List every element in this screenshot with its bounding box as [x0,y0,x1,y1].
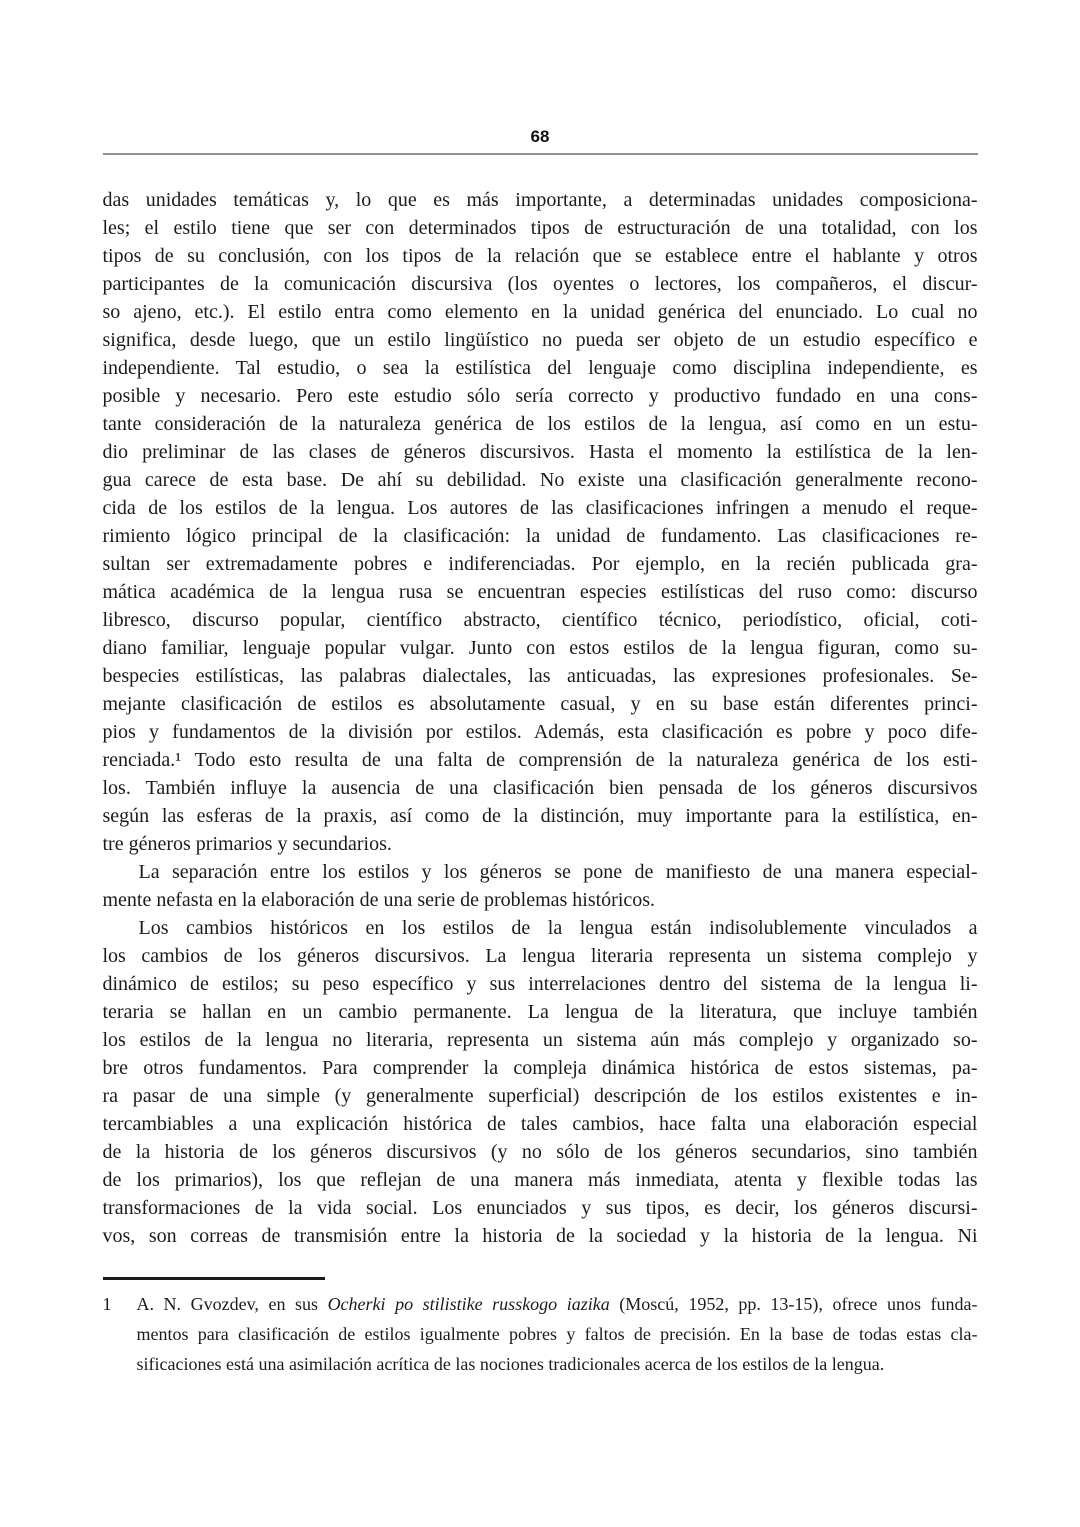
text-line: sultan ser extremadamente pobres e indiferenciadas. Por ejemplo, en la recién publicada gra- [102,553,978,575]
text-line: tercambiables a una explicación histórica de tales cambios, hace falta una elaboración especial [102,1113,978,1135]
text-line: renciada.¹ Todo esto resulta de una falta de comprensión de la naturaleza genérica de los esti- [102,749,978,771]
footnote-text-segment: (Moscú, 1952, pp. 13-15), ofrece unos funda- [609,1294,978,1314]
footnote-number: 1 [102,1294,112,1314]
paragraph [103,186,978,858]
text-line: mática académica de la lengua rusa se encuentran especies estilísticas del ruso como: discurso [102,581,978,603]
text-line: ra pasar de una simple (y generalmente superficial) descripción de los estilos existentes e in- [102,1085,978,1107]
text-line: gua carece de esta base. De ahí su debilidad. No existe una clasificación generalmente recono- [102,469,978,491]
header-rule [103,153,978,155]
text-line: bre otros fundamentos. Para comprender la compleja dinámica histórica de estos sistemas, pa- [102,1057,978,1079]
text-line: según las esferas de la praxis, así como de la distinción, muy importante para la estilística, en- [102,805,978,827]
text-line: Los cambios históricos en los estilos de la lengua están indisolublemente vinculados a [138,917,978,939]
paragraph [103,858,978,914]
text-line: bespecies estilísticas, las palabras dialectales, las anticuadas, las expresiones profesionales. Se- [102,665,978,687]
page-header [103,126,978,155]
footnote-text-segment: mentos para clasificación de estilos igualmente pobres y faltos de precisión. En la base de todas estas cla- [136,1324,978,1344]
footnote-lines [137,1289,978,1379]
text-line: transformaciones de la vida social. Los enunciados y sus tipos, es decir, los géneros discursi- [102,1197,978,1219]
page-number: 68 [530,127,550,146]
text-line: das unidades temáticas y, lo que es más importante, a determinadas unidades composiciona- [102,189,978,211]
text-line: dinámico de estilos; su peso específico y sus interrelaciones dentro del sistema de la lengua li- [102,973,978,995]
page-content [103,0,978,1379]
footnote-book-title: Ocherki po stilistike russkogo iazika [327,1294,610,1314]
text-line: La separación entre los estilos y los géneros se pone de manifiesto de una manera especial- [138,861,978,883]
text-line: independiente. Tal estudio, o sea la estilística del lenguaje como disciplina independiente, es [102,357,978,379]
text-line: teraria se hallan en un cambio permanente. La lengua de la literatura, que incluye también [102,1001,978,1023]
text-line: participantes de la comunicación discursiva (los oyentes o lectores, los compañeros, el discur- [102,273,978,295]
text-line: dio preliminar de las clases de géneros discursivos. Hasta el momento la estilística de la len- [102,441,978,463]
text-line: mejante clasificación de estilos es absolutamente casual, y en su base están diferentes princi- [102,693,978,715]
paragraph [103,914,978,1250]
text-line: significa, desde luego, que un estilo lingüístico no pueda ser objeto de un estudio específico e [102,329,978,351]
body-text [103,186,978,1250]
footnote-line [137,1319,978,1349]
text-line: los cambios de los géneros discursivos. La lengua literaria representa un sistema complejo y [102,945,978,967]
text-line: tipos de su conclusión, con los tipos de la relación que se establece entre el hablante y otros [102,245,978,267]
text-line: rimiento lógico principal de la clasificación: la unidad de fundamento. Las clasificaciones re- [102,525,978,547]
text-line: diano familiar, lenguaje popular vulgar. Junto con estos estilos de la lengua figuran, como su- [102,637,978,659]
text-line: vos, son correas de transmisión entre la historia de la sociedad y la historia de la lengua. Ni [102,1225,978,1247]
text-line: los. También influye la ausencia de una clasificación bien pensada de los géneros discursivos [102,777,978,799]
footnote-text-segment: sificaciones está una asimilación acrítica de las nociones tradicionales acerca de los estilos de la lengua. [136,1354,885,1374]
text-line: posible y necesario. Pero este estudio sólo sería correcto y productivo fundado en una cons- [102,385,978,407]
footnote-rule [103,1277,325,1280]
text-line: mente nefasta en la elaboración de una serie de problemas históricos. [102,889,656,911]
text-line: tre géneros primarios y secundarios. [102,833,392,855]
footnote-body [103,1289,978,1379]
text-line: de los primarios), los que reflejan de una manera más inmediata, atenta y flexible todas las [102,1169,978,1191]
text-line: de la historia de los géneros discursivos (y no sólo de los géneros secundarios, sino también [102,1141,978,1163]
text-line: so ajeno, etc.). El estilo entra como elemento en la unidad genérica del enunciado. Lo cual no [102,301,978,323]
text-line: pios y fundamentos de la división por estilos. Además, esta clasificación es pobre y poco dife- [102,721,978,743]
footnote-section [103,1277,978,1379]
text-line: libresco, discurso popular, científico abstracto, científico técnico, periodístico, oficial, coti- [102,609,978,631]
text-line: tante consideración de la naturaleza genérica de los estilos de la lengua, así como en un estu- [102,413,978,435]
footnote-line [137,1349,978,1379]
footnote-text-segment: A. N. Gvozdev, en sus [136,1294,328,1314]
text-line: les; el estilo tiene que ser con determinados tipos de estructuración de una totalidad, con los [102,217,978,239]
text-line: los estilos de la lengua no literaria, representa un sistema aún más complejo y organizado so- [102,1029,978,1051]
footnote-line [137,1289,978,1319]
text-line: cida de los estilos de la lengua. Los autores de las clasificaciones infringen a menudo el reque- [102,497,978,519]
